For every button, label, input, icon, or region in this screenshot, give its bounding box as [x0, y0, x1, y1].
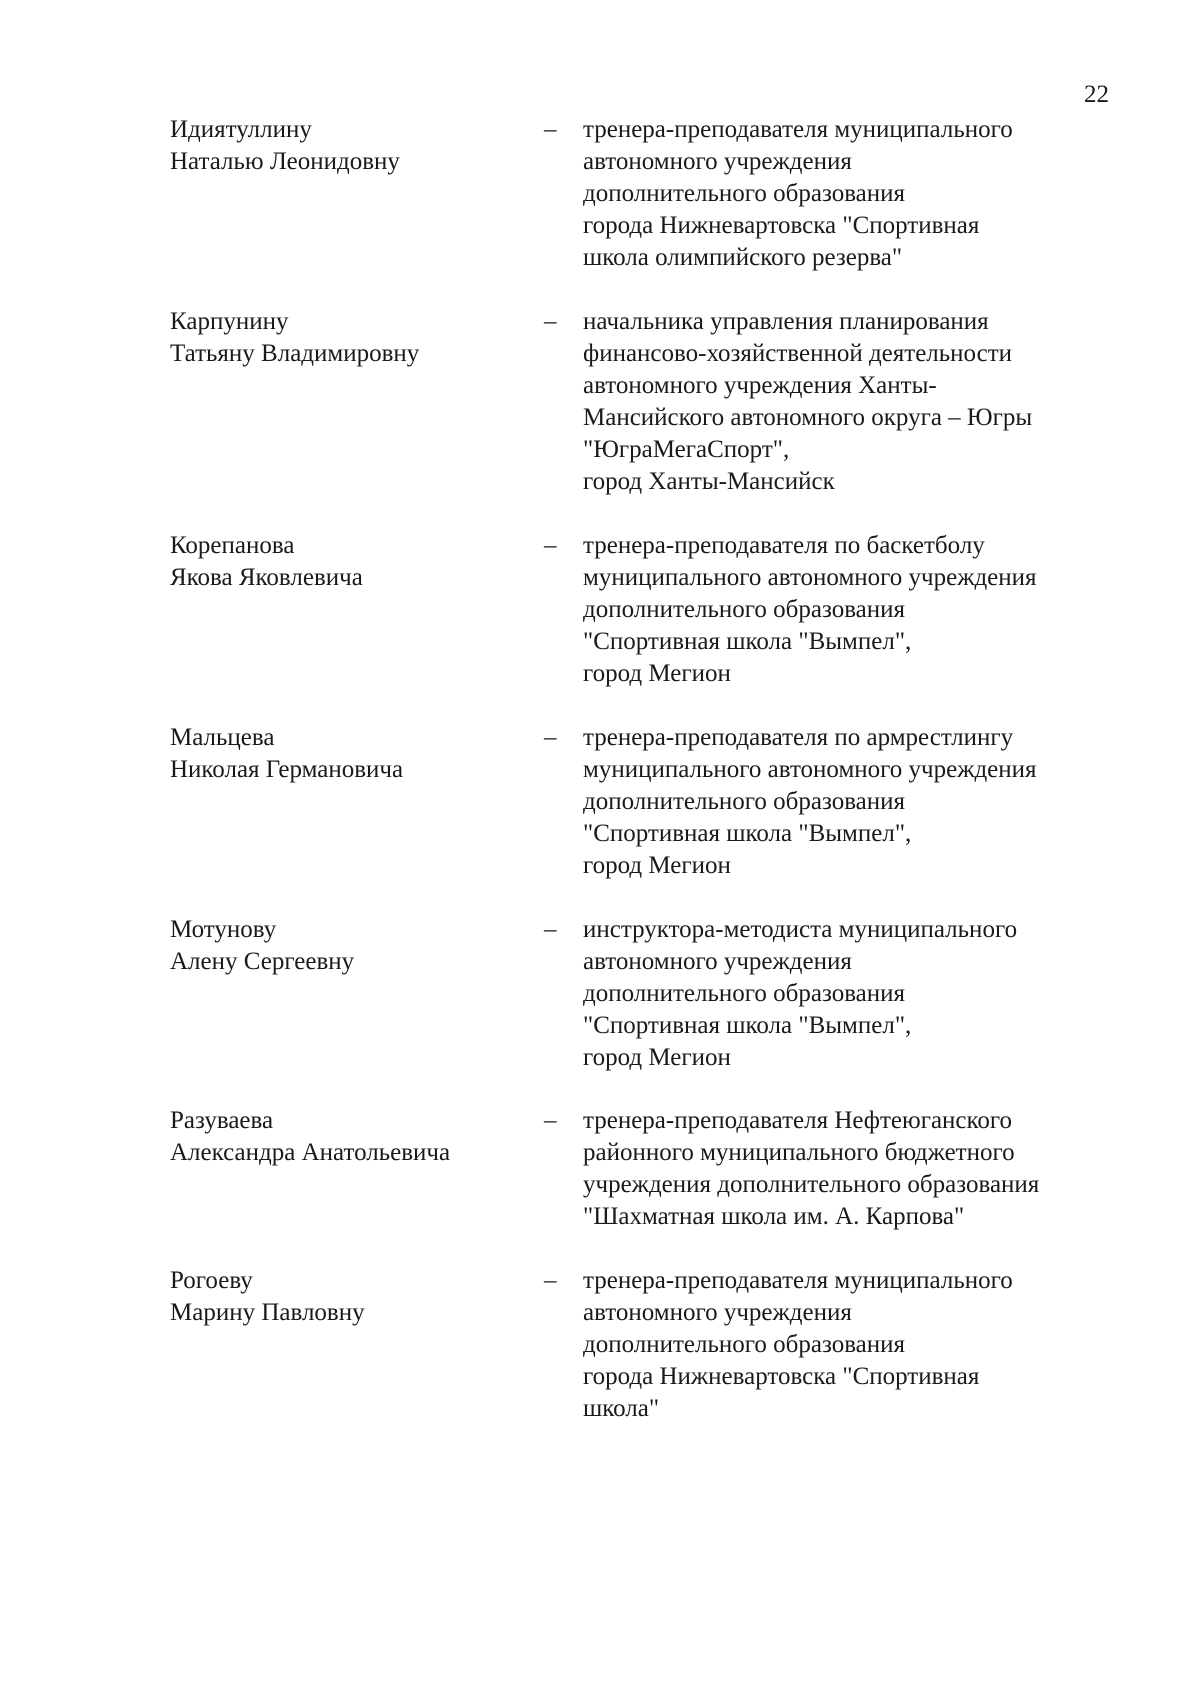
person-name — [170, 306, 530, 370]
position-line: тренера-преподавателя по баскетболу — [583, 532, 985, 559]
position-text — [583, 530, 1143, 690]
position-line: тренера-преподавателя Нефтеюганского — [583, 1107, 1013, 1134]
position-line: автономного учреждения Ханты- — [583, 372, 937, 399]
position-line: город Мегион — [583, 852, 731, 879]
position-line: город Мегион — [583, 1044, 731, 1071]
surname: Разуваева — [170, 1107, 274, 1134]
position-line: школа" — [583, 1395, 660, 1422]
position-text — [583, 1105, 1143, 1233]
given-names: Александра Анатольевича — [170, 1139, 451, 1166]
position-line: районного муниципального бюджетного — [583, 1139, 1015, 1166]
dash-separator: – — [544, 308, 557, 335]
surname: Мотунову — [170, 916, 277, 943]
position-text — [583, 914, 1143, 1074]
position-line: дополнительного образования — [583, 980, 906, 1007]
position-line: "Спортивная школа "Вымпел", — [583, 1012, 912, 1039]
position-line: город Ханты-Мансийск — [583, 468, 835, 495]
given-names: Алену Сергеевну — [170, 948, 355, 975]
person-name — [170, 914, 530, 978]
position-line: автономного учреждения — [583, 948, 852, 975]
position-text — [583, 114, 1143, 274]
given-names: Наталью Леонидовну — [170, 148, 400, 175]
person-name — [170, 1105, 530, 1169]
position-line: Мансийского автономного округа – Югры — [583, 404, 1033, 431]
dash-separator: – — [544, 532, 557, 559]
position-text — [583, 1265, 1143, 1425]
position-line: автономного учреждения — [583, 148, 852, 175]
position-line: город Мегион — [583, 660, 731, 687]
given-names: Николая Германовича — [170, 756, 404, 783]
given-names: Татьяну Владимировну — [170, 340, 420, 367]
position-line: города Нижневартовска "Спортивная — [583, 212, 980, 239]
position-line: "Спортивная школа "Вымпел", — [583, 820, 912, 847]
position-line: инструктора-методиста муниципального — [583, 916, 1018, 943]
position-line: "Шахматная школа им. А. Карпова" — [583, 1203, 965, 1230]
position-line: "ЮграМегаСпорт", — [583, 436, 790, 463]
position-line: дополнительного образования — [583, 180, 906, 207]
dash-separator: – — [544, 916, 557, 943]
person-name — [170, 1265, 530, 1329]
person-name — [170, 114, 530, 178]
person-name — [170, 722, 530, 786]
position-line: дополнительного образования — [583, 788, 906, 815]
position-line: начальника управления планирования — [583, 308, 989, 335]
surname: Идиятуллину — [170, 116, 312, 143]
position-line: "Спортивная школа "Вымпел", — [583, 628, 912, 655]
position-line: тренера-преподавателя муниципального — [583, 116, 1013, 143]
person-name — [170, 530, 530, 594]
dash-separator: – — [544, 116, 557, 143]
surname: Мальцева — [170, 724, 275, 751]
surname: Рогоеву — [170, 1267, 253, 1294]
position-line: города Нижневартовска "Спортивная — [583, 1363, 980, 1390]
position-line: школа олимпийского резерва" — [583, 244, 903, 271]
given-names: Якова Яковлевича — [170, 564, 363, 591]
surname: Корепанова — [170, 532, 295, 559]
position-line: финансово-хозяйственной деятельности — [583, 340, 1013, 367]
position-text — [583, 306, 1143, 498]
surname: Карпунину — [170, 308, 289, 335]
position-line: тренера-преподавателя муниципального — [583, 1267, 1013, 1294]
position-line: автономного учреждения — [583, 1299, 852, 1326]
dash-separator: – — [544, 1267, 557, 1294]
given-names: Марину Павловну — [170, 1299, 365, 1326]
dash-separator: – — [544, 724, 557, 751]
position-line: учреждения дополнительного образования — [583, 1171, 1040, 1198]
position-text — [583, 722, 1143, 882]
position-line: дополнительного образования — [583, 596, 906, 623]
position-line: муниципального автономного учреждения — [583, 756, 1037, 783]
page-number: 22 — [1084, 81, 1109, 108]
position-line: муниципального автономного учреждения — [583, 564, 1037, 591]
position-line: тренера-преподавателя по армрестлингу — [583, 724, 1014, 751]
position-line: дополнительного образования — [583, 1331, 906, 1358]
dash-separator: – — [544, 1107, 557, 1134]
